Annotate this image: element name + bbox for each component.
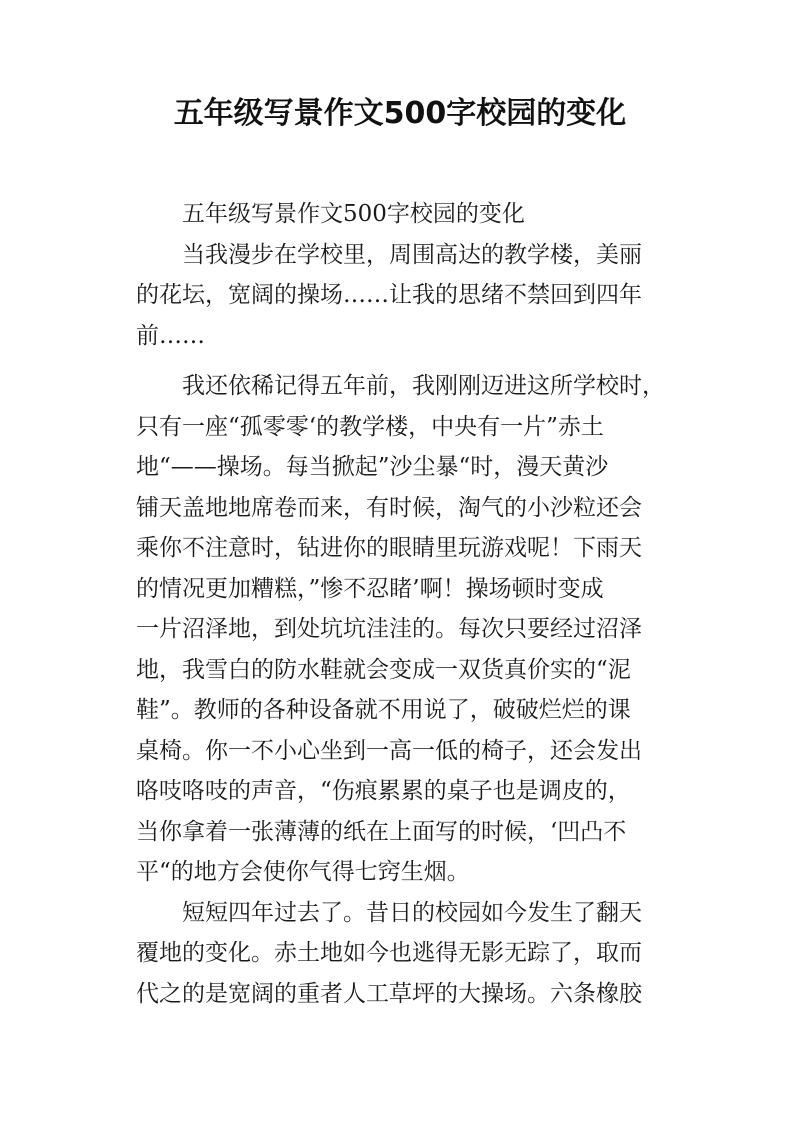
essay-heading-line: 五年级写景作文500字校园的变化 [182,201,525,227]
paragraph-3-line-1: 短短四年过去了。昔日的校园如今发生了翻天 [182,899,642,926]
paragraph-2-line-11: 咯吱咯吱的声音，“伤痕累累的桌子也是调皮的， [136,778,631,804]
paragraph-1-line-2: 的花坛，宽阔的操场……让我的思绪不禁回到四年 [136,282,642,308]
paragraph-1-line-1: 当我漫步在学校里，周围高达的教学楼，美丽 [182,241,642,268]
paragraph-2-line-6: 的情况更加糟糕，”惨不忍睹’啊！操场顿时变成 [136,575,604,602]
paragraph-2-line-13: 平“的地方会使你气得七窍生烟。 [136,859,470,885]
paragraph-2-line-2: 只有一座“孤零零‘的教学楼，中央有一片”赤土 [136,413,604,440]
paragraph-2-line-1: 我还依稀记得五年前，我刚刚迈进这所学校时， [182,373,665,399]
paragraph-3-line-2: 覆地的变化。赤土地如今也逃得无影无踪了，取而 [136,940,642,966]
paragraph-2-line-7: 一片沼泽地，到处坑坑洼洼的。每次只要经过沼泽 [136,616,642,642]
paragraph-2-line-10: 桌椅。你一不小心坐到一高一低的椅子，还会发出 [136,737,642,764]
paragraph-2-line-3: 地“——操场。每当掀起”沙尘暴“时，漫天黄沙 [136,454,609,480]
paragraph-3-line-3: 代之的是宽阔的重者人工草坪的大操场。六条橡胶 [136,980,642,1007]
paragraph-2-line-5: 乘你不注意时，钻进你的眼睛里玩游戏呢！下雨天 [136,535,642,561]
paragraph-2-line-9: 鞋”。教师的各种设备就不用说了，破破烂烂的课 [136,697,631,723]
paragraph-2-line-8: 地，我雪白的防水鞋就会变成一双货真价实的“泥 [136,656,631,683]
essay-body [136,194,666,1014]
paragraph-2-line-12: 当你拿着一张薄薄的纸在上面写的时候，‘凹凸不 [136,818,627,845]
document-title: 五年级写景作文500字校园的变化 [173,96,627,131]
paragraph-2-line-4: 铺天盖地地席卷而来，有时候，淘气的小沙粒还会 [136,494,642,521]
paragraph-1-line-3: 前…… [136,322,205,349]
